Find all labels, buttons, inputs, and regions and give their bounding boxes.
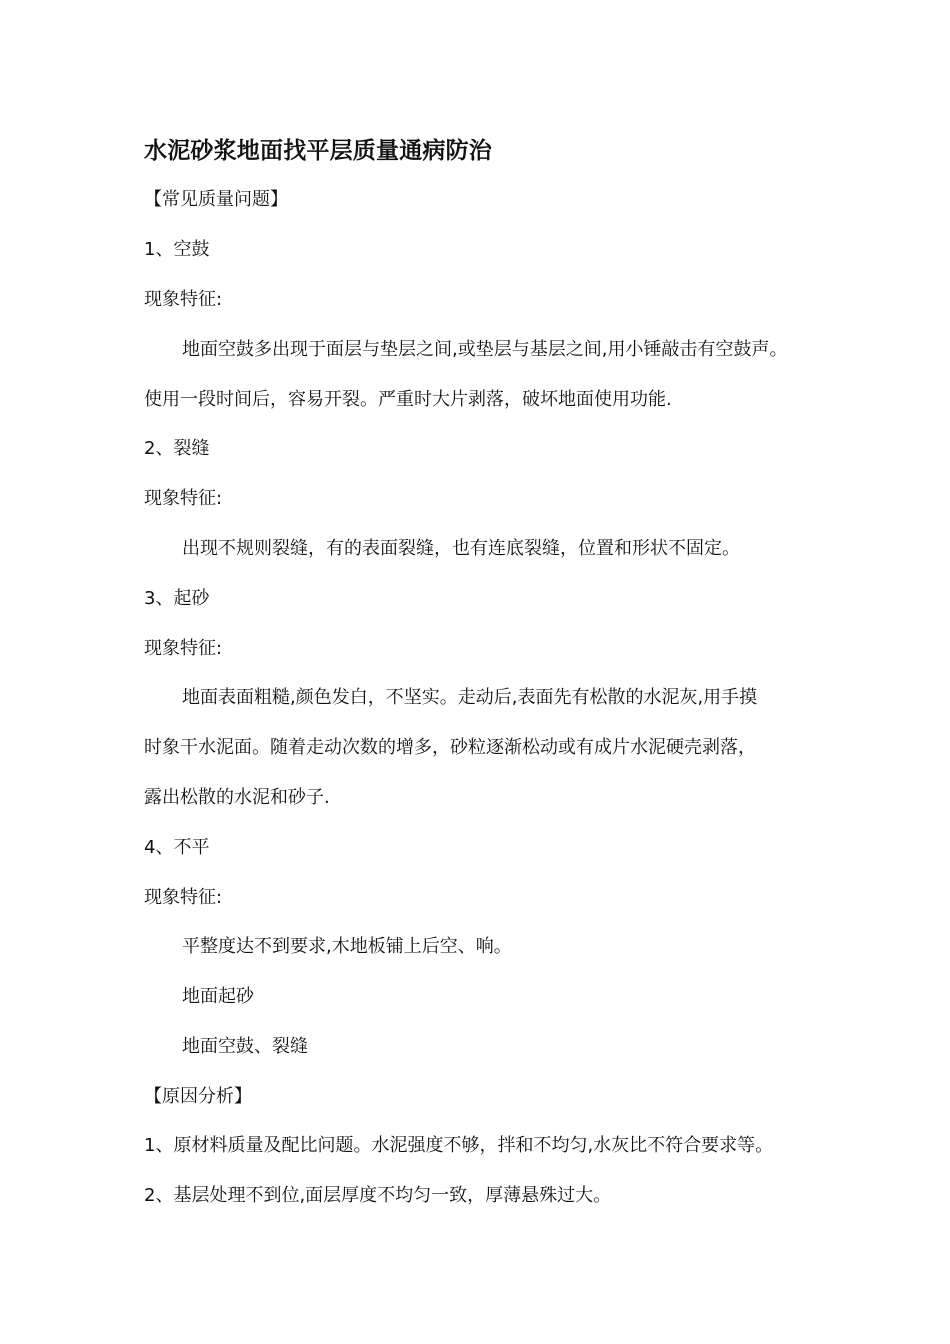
paragraph-line: 时象干水泥面。随着走动次数的增多，砂粒逐渐松动或有成片水泥硬壳剥落， (144, 737, 756, 758)
issue-label-cracks: 2、裂缝 (144, 438, 210, 459)
caption-line: 地面起砂 (182, 986, 254, 1007)
paragraph-line: 地面表面粗糙,颜色发白，不坚实。走动后,表面先有松散的水泥灰,用手摸 (182, 687, 758, 708)
paragraph-line: 露出松散的水泥和砂子. (144, 787, 330, 808)
section-heading-common-issues: 【常见质量问题】 (144, 189, 288, 210)
feature-label: 现象特征: (144, 887, 223, 908)
issue-label-sanding: 3、起砂 (144, 588, 210, 609)
document-title: 水泥砂浆地面找平层质量通病防治 (144, 138, 492, 164)
paragraph-line: 出现不规则裂缝，有的表面裂缝，也有连底裂缝，位置和形状不固定。 (182, 538, 740, 559)
feature-label: 现象特征: (144, 638, 223, 659)
paragraph-line: 使用一段时间后，容易开裂。严重时大片剥落，破坏地面使用功能. (144, 389, 672, 410)
cause-line: 1、原材料质量及配比问题。水泥强度不够，拌和不均匀,水灰比不符合要求等。 (144, 1135, 774, 1156)
paragraph-line: 平整度达不到要求,木地板铺上后空、响。 (182, 936, 512, 957)
feature-label: 现象特征: (144, 488, 223, 509)
cause-line: 2、基层处理不到位,面层厚度不均匀一致，厚薄悬殊过大。 (144, 1185, 612, 1206)
issue-label-hollowing: 1、空鼓 (144, 239, 210, 260)
caption-line: 地面空鼓、裂缝 (182, 1036, 308, 1057)
issue-label-unevenness: 4、不平 (144, 837, 210, 858)
feature-label: 现象特征: (144, 289, 223, 310)
section-heading-cause-analysis: 【原因分析】 (144, 1086, 252, 1107)
paragraph-line: 地面空鼓多出现于面层与垫层之间,或垫层与基层之间,用小锤敲击有空鼓声。 (182, 339, 788, 360)
